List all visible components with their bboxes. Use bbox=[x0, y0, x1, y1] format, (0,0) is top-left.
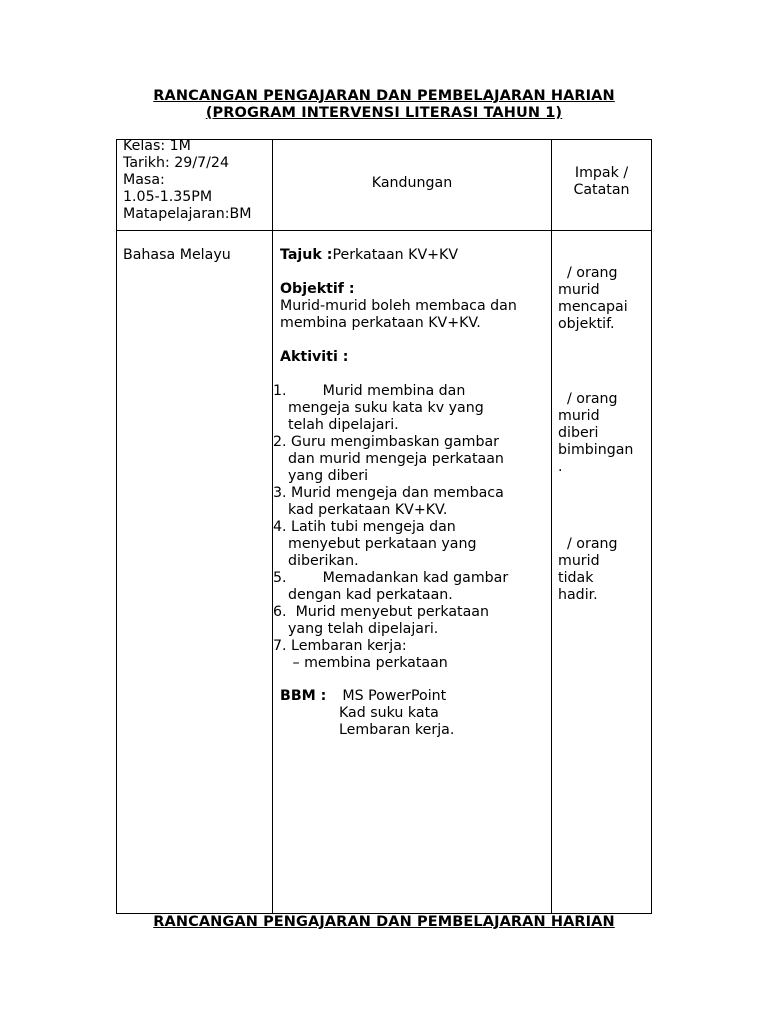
time-value: 1.05-1.35PM bbox=[123, 189, 213, 205]
bbm-item-3: Lembaran kerja. bbox=[339, 722, 455, 738]
date-label: Tarikh: 29/7/24 bbox=[123, 155, 229, 171]
activity-first-line bbox=[273, 434, 508, 451]
impact-note-line: murid bbox=[558, 553, 600, 569]
activity-continuation-line: telah dipelajari. bbox=[288, 417, 399, 433]
activity-item bbox=[273, 519, 508, 570]
activity-number: 3. bbox=[273, 485, 287, 501]
impact-note-line: / orang bbox=[558, 391, 618, 407]
class-label: Kelas: 1M bbox=[123, 138, 191, 154]
impact-note-absent bbox=[558, 536, 618, 604]
activity-number: 5. bbox=[273, 570, 287, 586]
document-title-line1: RANCANGAN PENGAJARAN DAN PEMBELAJARAN HARIAN bbox=[153, 88, 615, 104]
activity-continuation-line: yang diberi bbox=[288, 468, 369, 484]
activity-text: Murid membina dan bbox=[286, 383, 466, 399]
objektif-line2: membina perkataan KV+KV. bbox=[280, 315, 481, 331]
bbm-label: BBM : bbox=[280, 688, 327, 704]
activity-number: 4. bbox=[273, 519, 287, 535]
document-title-line2: (PROGRAM INTERVENSI LITERASI TAHUN 1) bbox=[205, 105, 563, 121]
activity-continuation-line: yang telah dipelajari. bbox=[288, 621, 439, 637]
activity-continuation-line: menyebut perkataan yang bbox=[288, 536, 477, 552]
impact-note-line: murid bbox=[558, 408, 600, 424]
activity-first-line bbox=[273, 638, 508, 655]
activity-text: Murid mengeja dan membaca bbox=[286, 485, 504, 501]
bbm-item-2: Kad suku kata bbox=[339, 705, 439, 721]
activity-number: 1. bbox=[273, 383, 287, 399]
bbm-item-1: MS PowerPoint bbox=[342, 688, 447, 704]
impact-note-line: / orang bbox=[558, 265, 618, 281]
activity-first-line bbox=[273, 604, 508, 621]
content-header-label: Kandungan bbox=[371, 175, 453, 191]
activity-text: Latih tubi mengeja dan bbox=[286, 519, 456, 535]
activity-continuation-line: dan murid mengeja perkataan bbox=[288, 451, 504, 467]
impact-note-line: objektif. bbox=[558, 316, 615, 332]
document-footer-title: RANCANGAN PENGAJARAN DAN PEMBELAJARAN HARIAN bbox=[153, 914, 615, 930]
class-info-cell bbox=[123, 138, 251, 223]
impact-note-guided bbox=[558, 391, 633, 476]
activity-first-line bbox=[273, 485, 508, 502]
activity-continuation-line: mengeja suku kata kv yang bbox=[288, 400, 484, 416]
activity-continuation-line: – membina perkataan bbox=[288, 655, 448, 671]
impact-note-line: bimbingan bbox=[558, 442, 634, 458]
impact-note-line: diberi bbox=[558, 425, 599, 441]
tajuk-value: Perkataan KV+KV bbox=[332, 247, 459, 263]
table-column-divider-2 bbox=[551, 139, 552, 914]
activity-text: Guru mengimbaskan gambar bbox=[286, 434, 499, 450]
impact-header-line1: Impak / bbox=[574, 165, 629, 181]
impact-note-line: tidak bbox=[558, 570, 594, 586]
activity-item bbox=[273, 383, 508, 434]
impact-note-line: hadir. bbox=[558, 587, 598, 603]
activity-number: 2. bbox=[273, 434, 287, 450]
aktiviti-label: Aktiviti : bbox=[280, 349, 349, 365]
activity-item bbox=[273, 570, 508, 604]
impact-note-line: mencapai bbox=[558, 299, 628, 315]
activity-item bbox=[273, 434, 508, 485]
bbm-section bbox=[280, 688, 454, 739]
activity-text: Memadankan kad gambar bbox=[286, 570, 509, 586]
activity-number: 7. bbox=[273, 638, 287, 654]
activity-first-line bbox=[273, 519, 508, 536]
content-column-header bbox=[273, 175, 551, 192]
activity-first-line bbox=[273, 570, 508, 587]
activity-first-line bbox=[273, 383, 508, 400]
impact-note-line: . bbox=[558, 459, 563, 475]
activity-list bbox=[273, 383, 508, 672]
time-label: Masa: bbox=[123, 172, 165, 188]
activity-continuation-line: dengan kad perkataan. bbox=[288, 587, 453, 603]
activity-text: Murid menyebut perkataan bbox=[286, 604, 489, 620]
tajuk-label: Tajuk : bbox=[280, 247, 333, 263]
impact-header-line2: Catatan bbox=[573, 182, 630, 198]
subject-header: Matapelajaran:BM bbox=[123, 206, 252, 222]
activity-continuation-line: diberikan. bbox=[288, 553, 359, 569]
activity-continuation-line: kad perkataan KV+KV. bbox=[288, 502, 448, 518]
table-header-divider bbox=[116, 230, 652, 231]
impact-column-header bbox=[552, 165, 651, 199]
objektif-line1: Murid-murid boleh membaca dan bbox=[280, 298, 517, 314]
activity-item bbox=[273, 604, 508, 638]
activity-item bbox=[273, 638, 508, 672]
content-cell bbox=[280, 247, 517, 366]
impact-note-achieved bbox=[558, 265, 628, 333]
impact-note-line: murid bbox=[558, 282, 600, 298]
subject-cell bbox=[123, 247, 231, 264]
subject-value: Bahasa Melayu bbox=[123, 247, 231, 263]
impact-note-line: / orang bbox=[558, 536, 618, 552]
activity-item bbox=[273, 485, 508, 519]
activity-number: 6. bbox=[273, 604, 287, 620]
activity-text: Lembaran kerja: bbox=[286, 638, 407, 654]
objektif-label: Objektif : bbox=[280, 281, 355, 297]
